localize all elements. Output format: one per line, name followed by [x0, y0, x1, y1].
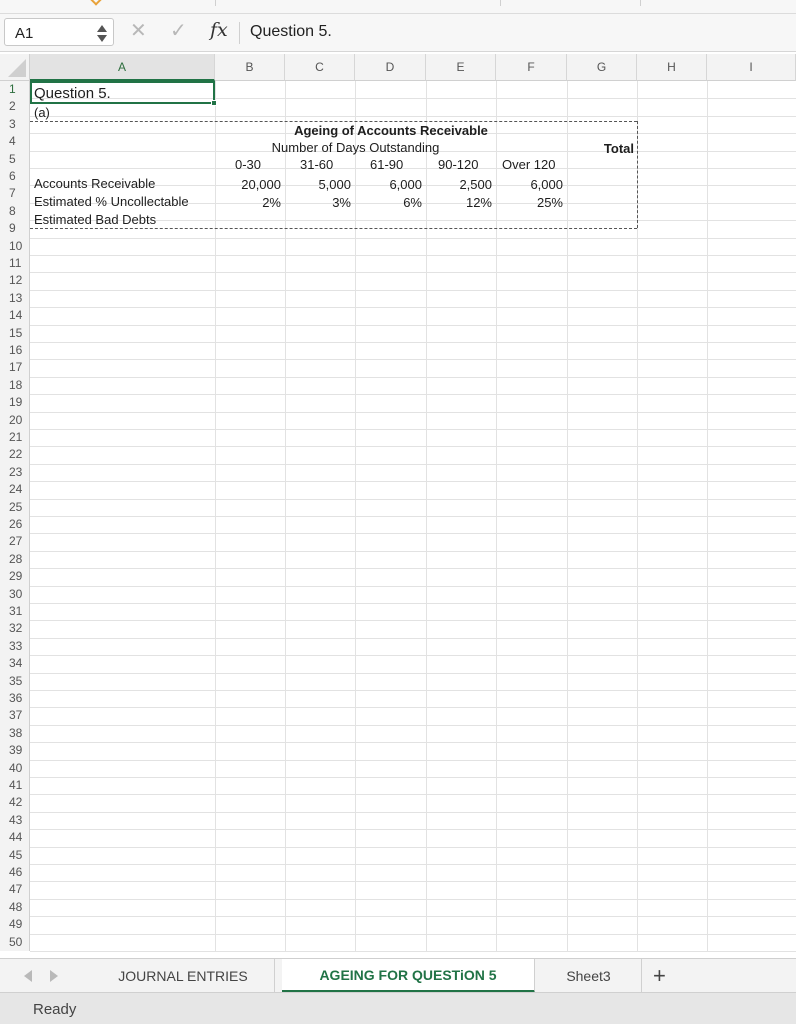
row-header[interactable]: 48: [0, 899, 30, 916]
row-header[interactable]: 7: [0, 185, 30, 202]
status-bar: [0, 992, 796, 1024]
row-gridline: [30, 620, 796, 621]
row-header[interactable]: 28: [0, 551, 30, 568]
row-gridline: [30, 272, 796, 273]
row-header[interactable]: 8: [0, 203, 30, 220]
column-header-c[interactable]: C: [285, 54, 355, 81]
cancel-icon[interactable]: ✕: [130, 20, 147, 42]
row-header[interactable]: 40: [0, 760, 30, 777]
marquee-border-right: [637, 121, 638, 228]
column-header-h[interactable]: H: [637, 54, 707, 81]
receivable-value[interactable]: 2,500: [459, 177, 492, 192]
row-header[interactable]: 4: [0, 133, 30, 150]
row-header[interactable]: 17: [0, 359, 30, 376]
row-gridline: [30, 290, 796, 291]
row-gridline: [30, 325, 796, 326]
row-header[interactable]: 50: [0, 934, 30, 951]
row-header[interactable]: 27: [0, 533, 30, 550]
receivable-value[interactable]: 6,000: [530, 177, 563, 192]
tab-scroll-left-icon[interactable]: [24, 970, 32, 982]
row-gridline: [30, 777, 796, 778]
row-header[interactable]: 30: [0, 586, 30, 603]
row-header[interactable]: 29: [0, 568, 30, 585]
row-header[interactable]: 6: [0, 168, 30, 185]
name-box-value: A1: [15, 25, 34, 42]
row-header[interactable]: 42: [0, 794, 30, 811]
bucket-header[interactable]: 0-30: [235, 157, 262, 172]
row-gridline: [30, 707, 796, 708]
bucket-header[interactable]: Over 120: [502, 157, 556, 172]
column-header-i[interactable]: I: [707, 54, 796, 81]
row-header[interactable]: 16: [0, 342, 30, 359]
bucket-header[interactable]: 31-60: [300, 157, 334, 172]
row-gridline: [30, 533, 796, 534]
table-subtitle[interactable]: Number of Days Outstanding: [271, 140, 440, 155]
row-header[interactable]: 10: [0, 238, 30, 255]
row-gridline: [30, 899, 796, 900]
row-gridline: [30, 916, 796, 917]
row-header[interactable]: 33: [0, 638, 30, 655]
row-gridline: [30, 586, 796, 587]
row-gridline: [30, 638, 796, 639]
row-header[interactable]: 41: [0, 777, 30, 794]
status-text: Ready: [33, 1001, 77, 1018]
cell-a2[interactable]: (a): [34, 105, 50, 120]
sheet-tabs-bar: [0, 958, 796, 992]
row-gridline: [30, 446, 796, 447]
row-label-accounts-receivable[interactable]: Accounts Receivable: [34, 176, 156, 191]
bucket-header[interactable]: 61-90: [370, 157, 404, 172]
row-label-estimated-bad-debts[interactable]: Estimated Bad Debts: [34, 212, 157, 227]
row-header[interactable]: 23: [0, 464, 30, 481]
insert-function-icon[interactable]: fx: [210, 19, 228, 41]
row-gridline: [30, 481, 796, 482]
row-header[interactable]: 32: [0, 620, 30, 637]
column-header-a[interactable]: A: [30, 54, 215, 81]
row-header[interactable]: 5: [0, 151, 30, 168]
row-gridline: [30, 655, 796, 656]
row-header[interactable]: 19: [0, 394, 30, 411]
add-sheet-icon[interactable]: +: [653, 963, 666, 988]
row-header[interactable]: 9: [0, 220, 30, 237]
row-gridline: [30, 116, 796, 117]
row-header[interactable]: 38: [0, 725, 30, 742]
name-box[interactable]: [4, 18, 114, 46]
receivable-value[interactable]: 20,000: [241, 177, 281, 192]
column-header-b[interactable]: B: [215, 54, 285, 81]
row-header[interactable]: 15: [0, 325, 30, 342]
row-gridline: [30, 794, 796, 795]
row-gridline: [30, 464, 796, 465]
percent-value[interactable]: 3%: [332, 195, 351, 210]
percent-value[interactable]: 2%: [262, 195, 281, 210]
column-header-d[interactable]: D: [355, 54, 426, 81]
row-gridline: [30, 829, 796, 830]
row-header[interactable]: 43: [0, 812, 30, 829]
row-gridline: [30, 394, 796, 395]
row-gridline: [30, 255, 796, 256]
enter-icon[interactable]: ✓: [170, 20, 187, 42]
marquee-border-bottom: [30, 228, 637, 229]
formula-separator: [239, 22, 240, 44]
fill-handle[interactable]: [211, 100, 217, 106]
row-header[interactable]: 45: [0, 847, 30, 864]
row-header[interactable]: 34: [0, 655, 30, 672]
row-header[interactable]: 3: [0, 116, 30, 133]
row-header[interactable]: 39: [0, 742, 30, 759]
receivable-value[interactable]: 6,000: [389, 177, 422, 192]
row-header[interactable]: 13: [0, 290, 30, 307]
row-header[interactable]: 14: [0, 307, 30, 324]
row-header[interactable]: 49: [0, 916, 30, 933]
tab-ageing-for-question-5[interactable]: AGEING FOR QUESTiON 5: [282, 959, 535, 993]
row-gridline: [30, 847, 796, 848]
row-header[interactable]: 12: [0, 272, 30, 289]
row-gridline: [30, 951, 796, 952]
row-gridline: [30, 881, 796, 882]
tab-sheet3[interactable]: Sheet3: [536, 959, 642, 993]
row-gridline: [30, 760, 796, 761]
row-gridline: [30, 168, 796, 169]
row-header[interactable]: 18: [0, 377, 30, 394]
row-gridline: [30, 690, 796, 691]
percent-value[interactable]: 25%: [536, 195, 563, 210]
row-gridline: [30, 359, 796, 360]
row-header[interactable]: 2: [0, 98, 30, 115]
tab-scroll-right-icon[interactable]: [50, 970, 58, 982]
cell-a1[interactable]: Question 5.: [34, 85, 111, 102]
row-gridline: [30, 377, 796, 378]
total-header[interactable]: Total: [603, 141, 634, 156]
formula-bar: [0, 14, 796, 52]
select-all-corner[interactable]: [0, 54, 30, 81]
row-header[interactable]: 26: [0, 516, 30, 533]
marquee-border-top: [30, 121, 637, 122]
bucket-header[interactable]: 90-120: [438, 157, 479, 172]
row-gridline: [30, 864, 796, 865]
row-header[interactable]: 36: [0, 690, 30, 707]
percent-value[interactable]: 12%: [465, 195, 492, 210]
window-top-strip: [0, 0, 796, 14]
row-gridline: [30, 429, 796, 430]
row-header[interactable]: 24: [0, 481, 30, 498]
active-cell-selection[interactable]: [30, 81, 215, 104]
row-header[interactable]: 25: [0, 499, 30, 516]
row-gridline: [30, 516, 796, 517]
row-gridline: [30, 307, 796, 308]
percent-value[interactable]: 6%: [403, 195, 422, 210]
row-gridline: [30, 568, 796, 569]
row-gridline: [30, 603, 796, 604]
row-header[interactable]: 47: [0, 881, 30, 898]
name-box-stepper-icon[interactable]: [97, 23, 107, 43]
row-header[interactable]: 37: [0, 707, 30, 724]
row-header[interactable]: 22: [0, 446, 30, 463]
row-gridline: [30, 499, 796, 500]
row-gridline: [30, 342, 796, 343]
receivable-value[interactable]: 5,000: [318, 177, 351, 192]
row-gridline: [30, 742, 796, 743]
row-header[interactable]: 35: [0, 673, 30, 690]
row-gridline: [30, 238, 796, 239]
column-header-e[interactable]: E: [426, 54, 496, 81]
row-header[interactable]: 21: [0, 429, 30, 446]
chevron-down-icon: [90, 0, 101, 6]
row-gridline: [30, 934, 796, 935]
row-header[interactable]: 44: [0, 829, 30, 846]
row-header[interactable]: 1: [0, 81, 30, 98]
formula-input[interactable]: Question 5.: [250, 23, 332, 40]
row-gridline: [30, 551, 796, 552]
row-gridline: [30, 725, 796, 726]
row-header[interactable]: 31: [0, 603, 30, 620]
row-gridline: [30, 812, 796, 813]
tab-journal-entries[interactable]: JOURNAL ENTRIES: [92, 959, 275, 993]
row-header[interactable]: 46: [0, 864, 30, 881]
row-label-estimated-uncollectable[interactable]: Estimated % Uncollectable: [34, 194, 189, 209]
row-gridline: [30, 412, 796, 413]
table-title[interactable]: Ageing of Accounts Receivable: [294, 123, 488, 138]
row-header[interactable]: 20: [0, 412, 30, 429]
row-gridline: [30, 673, 796, 674]
row-header[interactable]: 11: [0, 255, 30, 272]
column-header-f[interactable]: F: [496, 54, 567, 81]
column-header-g[interactable]: G: [567, 54, 637, 81]
